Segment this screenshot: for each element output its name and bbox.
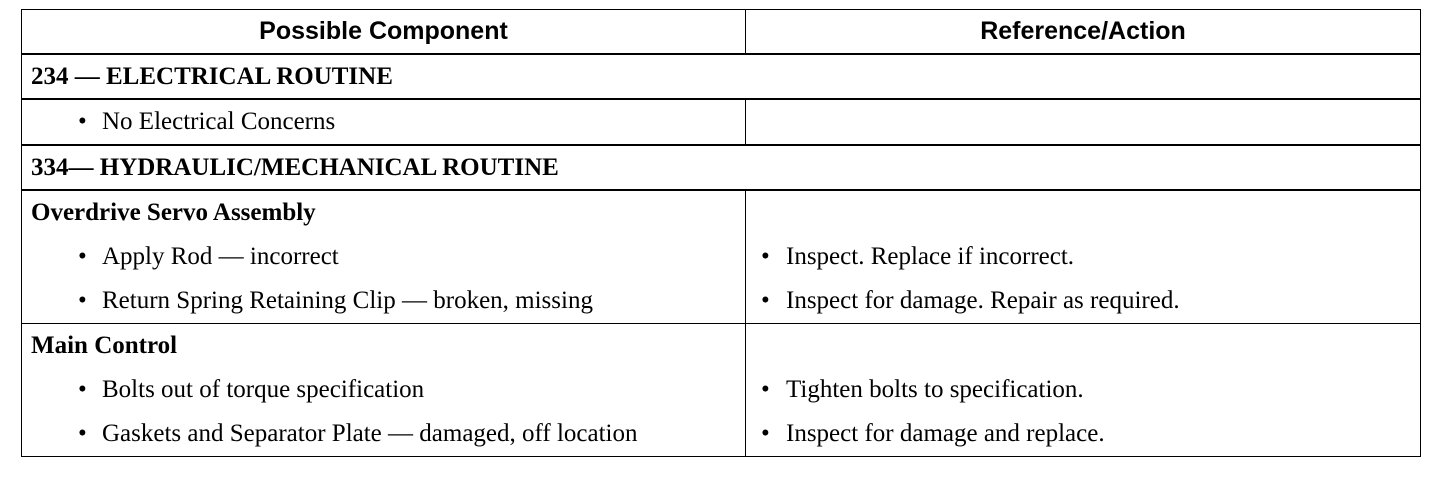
action-cell — [746, 324, 1421, 457]
table-row — [22, 99, 1421, 145]
bullet-icon: • — [761, 420, 770, 447]
bullet-icon: • — [78, 287, 87, 314]
component-text: Return Spring Retaining Clip — broken, missing — [102, 287, 593, 314]
header-reference-action: Reference/Action — [746, 10, 1421, 55]
list-item — [22, 235, 745, 279]
bullet-icon: • — [78, 420, 87, 447]
table-row — [22, 190, 1421, 324]
action-cell — [746, 99, 1421, 145]
action-text: Inspect. Replace if incorrect. — [786, 243, 1075, 270]
action-text: Inspect for damage and replace. — [786, 420, 1105, 447]
section-title: 334— HYDRAULIC/MECHANICAL ROUTINE — [22, 145, 1421, 190]
section-row-electrical — [22, 54, 1421, 99]
component-cell — [22, 324, 746, 457]
header-possible-component: Possible Component — [22, 10, 746, 55]
section-row-hydraulic — [22, 145, 1421, 190]
table-row — [22, 324, 1421, 457]
component-cell — [22, 190, 746, 324]
action-text: Inspect for damage. Repair as required. — [786, 287, 1180, 314]
list-item — [22, 368, 745, 412]
action-cell — [746, 190, 1421, 324]
diagnostic-table-container — [21, 9, 1420, 457]
header-row — [22, 10, 1421, 55]
component-text: No Electrical Concerns — [102, 108, 336, 135]
component-text: Apply Rod — incorrect — [102, 243, 339, 270]
spacer — [746, 191, 1420, 235]
component-text: Gaskets and Separator Plate — damaged, off location — [102, 420, 638, 447]
list-item — [746, 412, 1420, 456]
group-title: Overdrive Servo Assembly — [31, 199, 316, 226]
bullet-icon: • — [761, 287, 770, 314]
section-title: 234 — ELECTRICAL ROUTINE — [22, 54, 1421, 99]
diagnostic-table — [21, 9, 1421, 457]
group-title: Main Control — [31, 332, 178, 359]
component-cell — [22, 99, 746, 145]
action-text — [746, 100, 1420, 144]
bullet-icon: • — [78, 243, 87, 270]
spacer — [746, 324, 1420, 368]
bullet-icon: • — [78, 376, 87, 403]
bullet-icon: • — [761, 243, 770, 270]
list-item — [746, 368, 1420, 412]
list-item — [22, 279, 745, 323]
list-item — [746, 235, 1420, 279]
bullet-icon: • — [761, 376, 770, 403]
action-text: Tighten bolts to specification. — [786, 376, 1084, 403]
list-item — [22, 412, 745, 456]
list-item — [22, 100, 745, 144]
component-text: Bolts out of torque specification — [102, 376, 425, 403]
bullet-icon: • — [78, 108, 87, 135]
list-item — [746, 279, 1420, 323]
